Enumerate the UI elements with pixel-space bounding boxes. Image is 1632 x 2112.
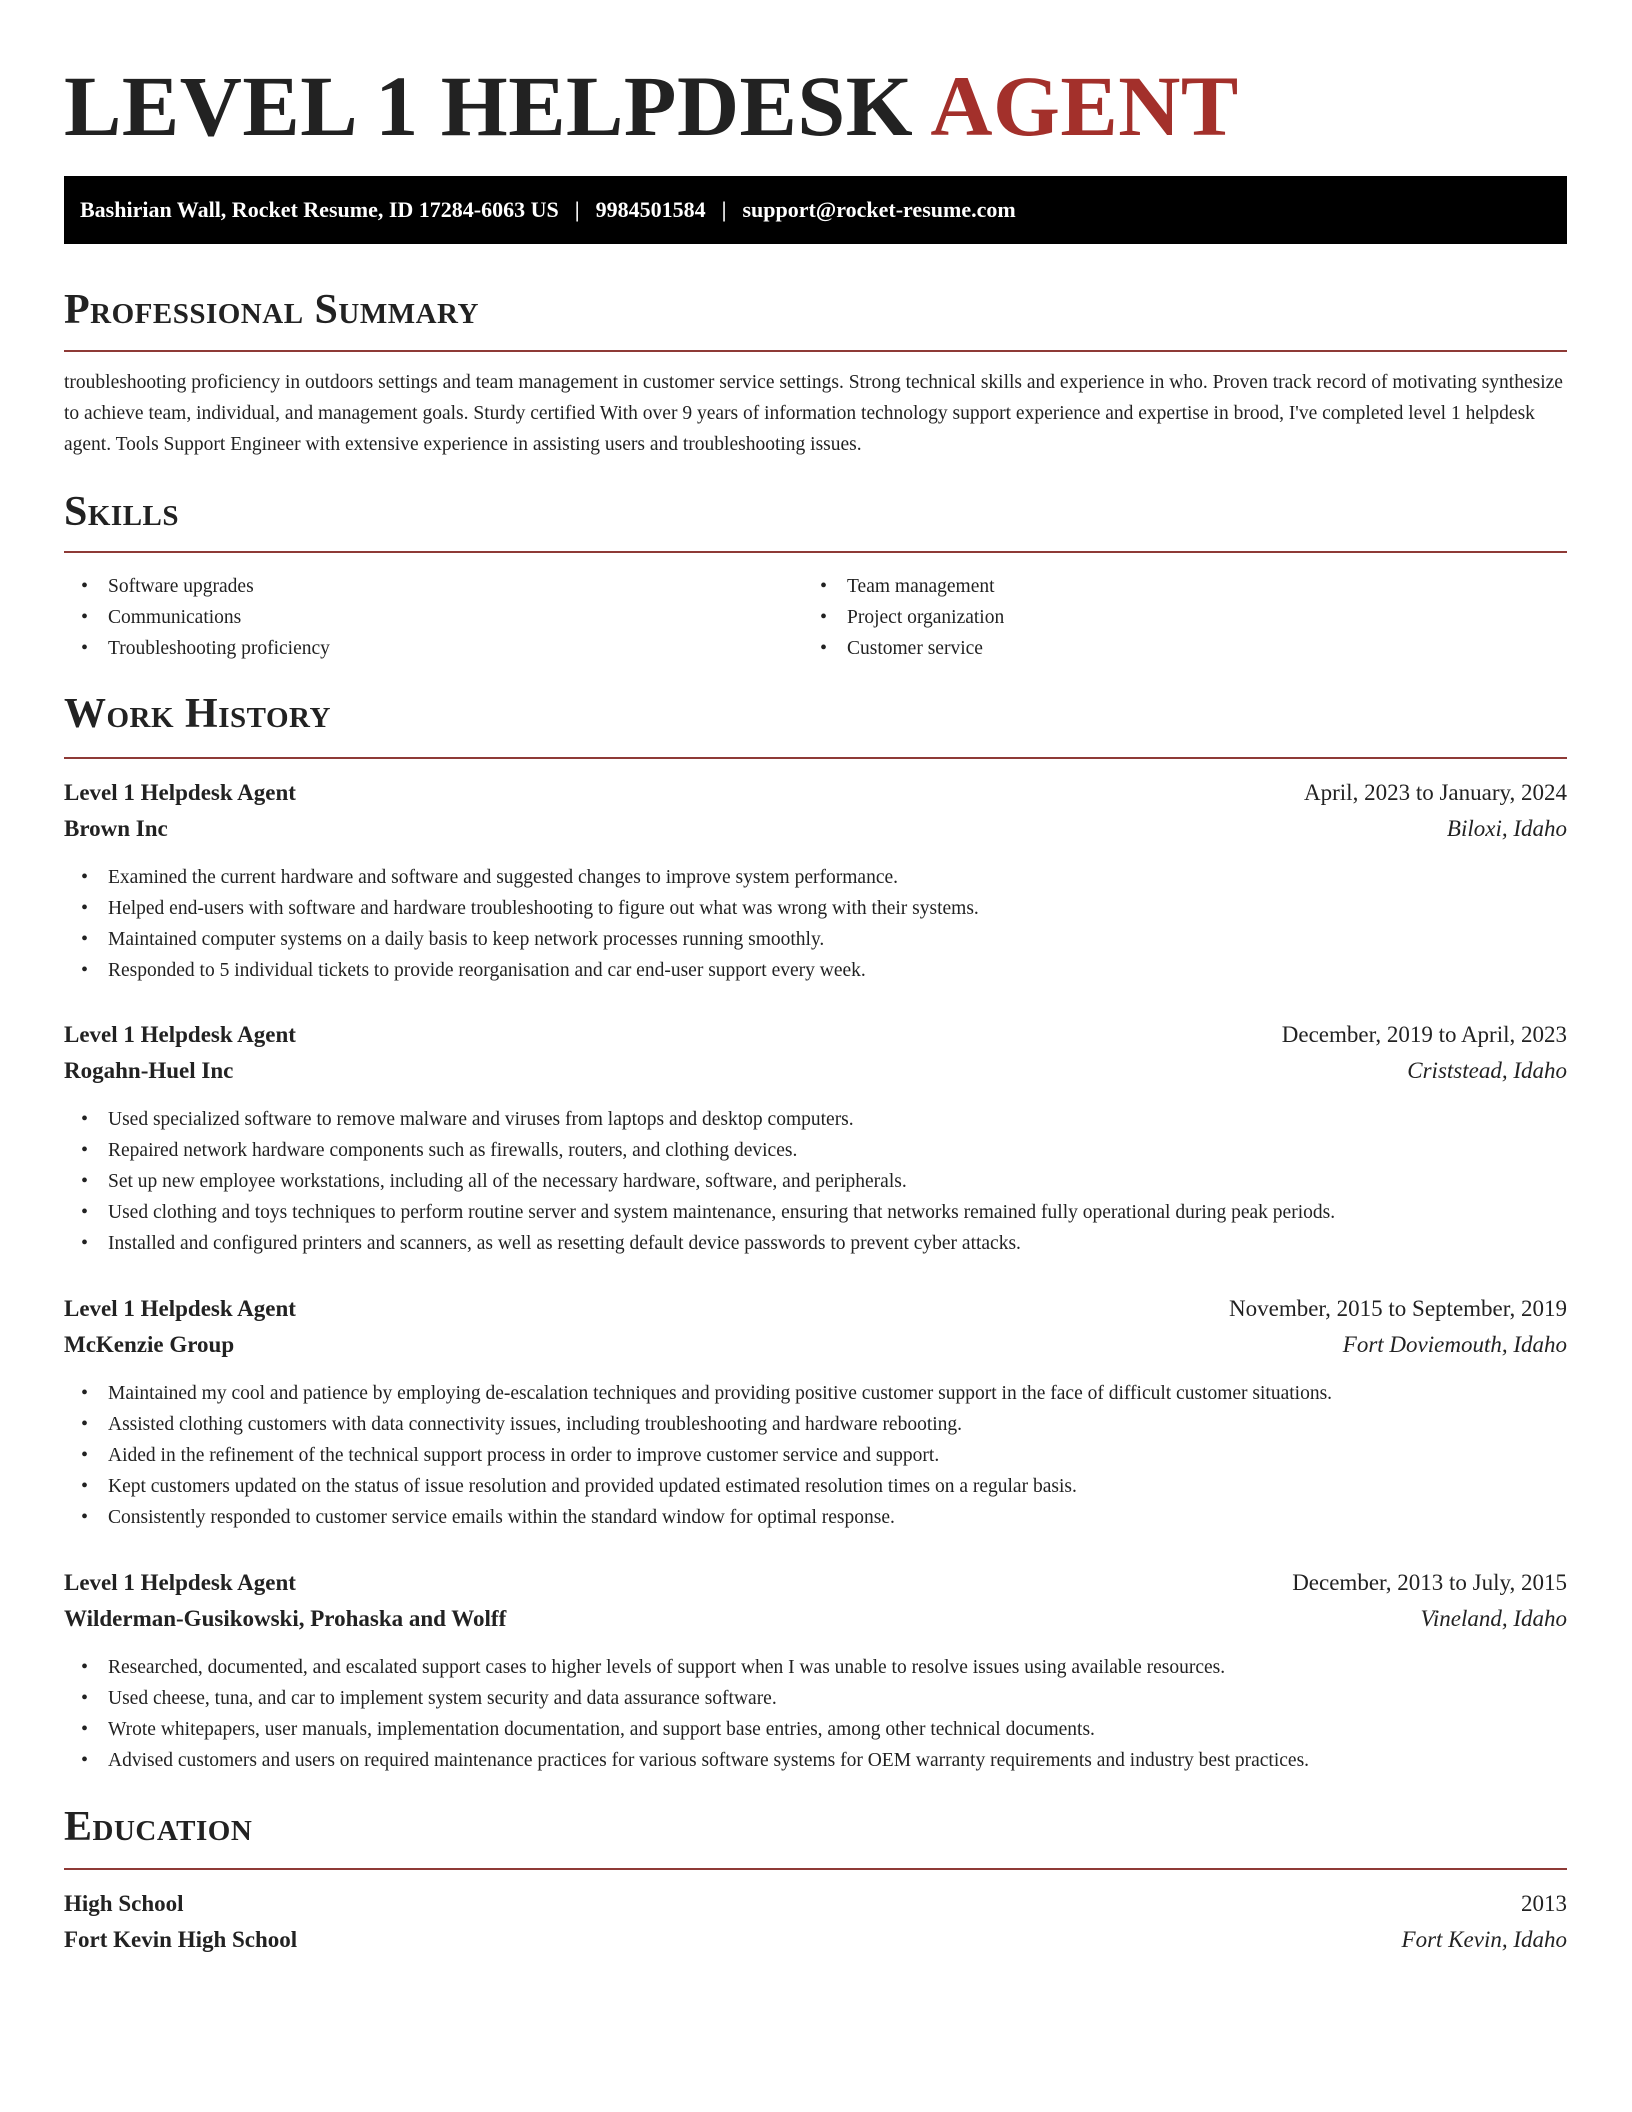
job-location: Vineland, Idaho (1420, 1606, 1567, 1631)
summary-text: troubleshooting proficiency in outdoors settings and team management in customer service settings. Strong technical skills and experience in who. Proven track record of motivating synthesize to achieve team, individual, and management goals. Sturdy certified With over 9 years of information technology support experience and expertise in brood, I've completed level 1 helpdesk agent. Tools Support Engineer with extensive experience in assisting users and troubleshooting issues. (64, 372, 1563, 455)
job-bullet: • Maintained computer systems on a daily basis to keep network processes running smoothly. (64, 924, 1567, 955)
job-bullet: • Kept customers updated on the status of issue resolution and provided updated estimated resolution times on a regular basis. (64, 1471, 1567, 1502)
contact-address: Bashirian Wall, Rocket Resume, ID 17284-6063 US (80, 197, 559, 222)
job-bullet: • Used specialized software to remove malware and viruses from laptops and desktop computers. (64, 1104, 1567, 1135)
job-bullet: • Wrote whitepapers, user manuals, implementation documentation, and support base entries, among other technical documents. (64, 1714, 1567, 1745)
job-dates: December, 2013 to July, 2015 (1292, 1570, 1567, 1595)
job-dates: April, 2023 to January, 2024 (1304, 780, 1567, 805)
skills-list-left (64, 571, 764, 664)
skill-item: • Customer service (803, 633, 1503, 664)
education-heading: Education (64, 1804, 253, 1850)
job-bullet: • Installed and configured printers and scanners, as well as resetting default device passwords to prevent cyber attacks. (64, 1228, 1567, 1259)
job-title-row (64, 1291, 1567, 1327)
job-title: Level 1 Helpdesk Agent (64, 1296, 296, 1321)
job-location: Criststead, Idaho (1407, 1058, 1567, 1083)
section-divider (64, 757, 1567, 759)
job-title-row (64, 1017, 1567, 1053)
job-title: Level 1 Helpdesk Agent (64, 780, 296, 805)
skill-item: • Troubleshooting proficiency (64, 633, 764, 664)
contact-phone: 9984501584 (595, 197, 706, 222)
contact-bar (64, 176, 1567, 244)
education-year: 2013 (1521, 1891, 1567, 1916)
job-company: Brown Inc (64, 816, 168, 841)
job-bullet: • Examined the current hardware and software and suggested changes to improve system performance. (64, 862, 1567, 893)
job-bullets (64, 1378, 1567, 1533)
education-row (64, 1886, 1567, 1922)
job-dates: December, 2019 to April, 2023 (1281, 1022, 1567, 1047)
job-bullet: • Used cheese, tuna, and car to implement system security and data assurance software. (64, 1683, 1567, 1714)
job-company-row (64, 811, 1567, 847)
job-title: Level 1 Helpdesk Agent (64, 1022, 296, 1047)
education-school-row (64, 1922, 1567, 1958)
title-accent: AGENT (930, 58, 1239, 154)
job-bullets (64, 862, 1567, 986)
job-bullet: • Researched, documented, and escalated support cases to higher levels of support when I was unable to resolve issues using available resources. (64, 1652, 1567, 1683)
job-bullet: • Helped end-users with software and hardware troubleshooting to figure out what was wrong with their systems. (64, 893, 1567, 924)
skills-heading: Skills (64, 489, 180, 535)
job-bullet: • Advised customers and users on required maintenance practices for various software systems for OEM warranty requirements and industry best practices. (64, 1745, 1567, 1776)
section-divider (64, 551, 1567, 553)
job-title-row (64, 1565, 1567, 1601)
section-divider (64, 1868, 1567, 1870)
contact-separator: | (574, 197, 580, 222)
skills-list-right (803, 571, 1503, 664)
job-location: Biloxi, Idaho (1446, 816, 1567, 841)
job-title-row (64, 775, 1567, 811)
resume-title (64, 56, 1239, 156)
education-degree: High School (64, 1891, 184, 1916)
skill-item: • Project organization (803, 602, 1503, 633)
contact-email: support@rocket-resume.com (742, 197, 1016, 222)
education-school: Fort Kevin High School (64, 1927, 298, 1952)
job-location: Fort Doviemouth, Idaho (1342, 1332, 1567, 1357)
section-divider (64, 350, 1567, 352)
title-main: LEVEL 1 HELPDESK (64, 58, 931, 154)
job-company-row (64, 1601, 1567, 1637)
job-bullet: • Aided in the refinement of the technical support process in order to improve customer service and support. (64, 1440, 1567, 1471)
job-bullet: • Responded to 5 individual tickets to provide reorganisation and car end-user support every week. (64, 955, 1567, 986)
job-company-row (64, 1327, 1567, 1363)
job-bullet: • Maintained my cool and patience by employing de-escalation techniques and providing positive customer support in the face of difficult customer situations. (64, 1378, 1567, 1409)
contact-separator: | (721, 197, 727, 222)
job-bullet: • Consistently responded to customer service emails within the standard window for optimal response. (64, 1502, 1567, 1533)
job-bullets (64, 1104, 1567, 1259)
job-company: Rogahn-Huel Inc (64, 1058, 234, 1083)
job-bullet: • Used clothing and toys techniques to perform routine server and system maintenance, ensuring that networks remained fully operational during peak periods. (64, 1197, 1567, 1228)
job-bullet: • Repaired network hardware components such as firewalls, routers, and clothing devices. (64, 1135, 1567, 1166)
job-bullet: • Set up new employee workstations, including all of the necessary hardware, software, and peripherals. (64, 1166, 1567, 1197)
skill-item: • Team management (803, 571, 1503, 602)
job-company: Wilderman-Gusikowski, Prohaska and Wolff (64, 1606, 507, 1631)
work-history-heading: Work History (64, 691, 331, 737)
job-title: Level 1 Helpdesk Agent (64, 1570, 296, 1595)
job-dates: November, 2015 to September, 2019 (1229, 1296, 1567, 1321)
job-company: McKenzie Group (64, 1332, 235, 1357)
skill-item: • Communications (64, 602, 764, 633)
education-location: Fort Kevin, Idaho (1401, 1927, 1567, 1952)
skill-item: • Software upgrades (64, 571, 764, 602)
job-company-row (64, 1053, 1567, 1089)
job-bullet: • Assisted clothing customers with data connectivity issues, including troubleshooting and hardware rebooting. (64, 1409, 1567, 1440)
job-bullets (64, 1652, 1567, 1776)
summary-heading: Professional Summary (64, 287, 479, 333)
